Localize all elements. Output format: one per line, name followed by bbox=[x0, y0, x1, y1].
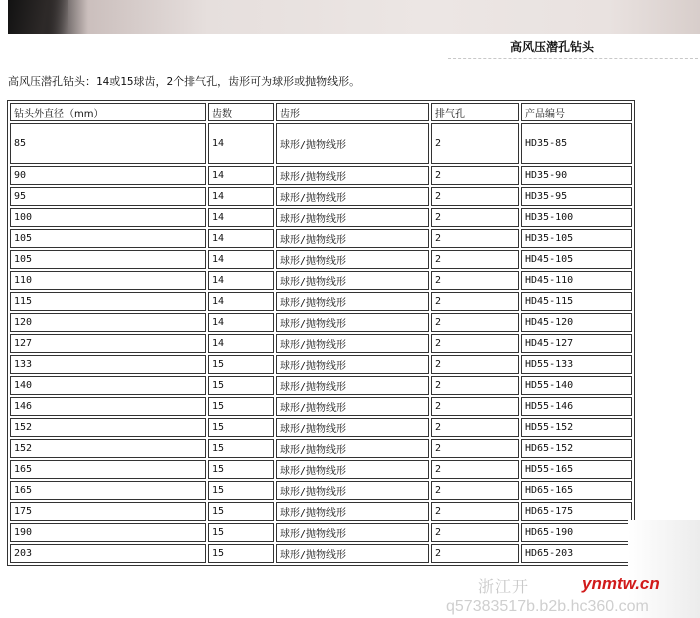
cell-diameter: 127 bbox=[10, 334, 206, 353]
cell-tooth-shape: 球形/抛物线形 bbox=[276, 229, 429, 248]
cell-exhaust-holes: 2 bbox=[431, 313, 519, 332]
cell-exhaust-holes: 2 bbox=[431, 418, 519, 437]
table-body bbox=[10, 123, 632, 563]
table-row bbox=[10, 481, 632, 500]
table-row bbox=[10, 397, 632, 416]
cell-diameter: 95 bbox=[10, 187, 206, 206]
cell-product-code: HD55-152 bbox=[521, 418, 632, 437]
cell-product-code: HD65-165 bbox=[521, 481, 632, 500]
cell-diameter: 140 bbox=[10, 376, 206, 395]
cell-diameter: 152 bbox=[10, 418, 206, 437]
cell-tooth-shape: 球形/抛物线形 bbox=[276, 544, 429, 563]
cell-diameter: 190 bbox=[10, 523, 206, 542]
cell-diameter: 105 bbox=[10, 229, 206, 248]
cell-teeth: 15 bbox=[208, 397, 274, 416]
cell-diameter: 105 bbox=[10, 250, 206, 269]
section-title: 高风压潜孔钻头 bbox=[510, 40, 595, 54]
cell-teeth: 14 bbox=[208, 313, 274, 332]
cell-teeth: 14 bbox=[208, 229, 274, 248]
cell-product-code: HD55-165 bbox=[521, 460, 632, 479]
cell-product-code: HD45-127 bbox=[521, 334, 632, 353]
cell-teeth: 14 bbox=[208, 271, 274, 290]
table-row bbox=[10, 376, 632, 395]
cell-teeth: 15 bbox=[208, 523, 274, 542]
title-divider bbox=[448, 58, 698, 59]
cell-tooth-shape: 球形/抛物线形 bbox=[276, 460, 429, 479]
cell-teeth: 15 bbox=[208, 355, 274, 374]
cell-product-code: HD35-95 bbox=[521, 187, 632, 206]
cell-tooth-shape: 球形/抛物线形 bbox=[276, 187, 429, 206]
cell-diameter: 120 bbox=[10, 313, 206, 332]
cell-tooth-shape: 球形/抛物线形 bbox=[276, 313, 429, 332]
header-exhaust-holes: 排气孔 bbox=[431, 103, 519, 121]
cell-teeth: 15 bbox=[208, 376, 274, 395]
cell-product-code: HD55-140 bbox=[521, 376, 632, 395]
cell-exhaust-holes: 2 bbox=[431, 460, 519, 479]
cell-diameter: 85 bbox=[10, 123, 206, 164]
table-row bbox=[10, 313, 632, 332]
table-row bbox=[10, 355, 632, 374]
cell-exhaust-holes: 2 bbox=[431, 439, 519, 458]
cell-diameter: 115 bbox=[10, 292, 206, 311]
table-row bbox=[10, 502, 632, 521]
cell-diameter: 203 bbox=[10, 544, 206, 563]
table-row bbox=[10, 544, 632, 563]
cell-teeth: 15 bbox=[208, 502, 274, 521]
cell-exhaust-holes: 2 bbox=[431, 544, 519, 563]
cell-exhaust-holes: 2 bbox=[431, 355, 519, 374]
cell-teeth: 14 bbox=[208, 187, 274, 206]
cell-diameter: 146 bbox=[10, 397, 206, 416]
cell-teeth: 15 bbox=[208, 481, 274, 500]
cell-teeth: 14 bbox=[208, 334, 274, 353]
cell-teeth: 14 bbox=[208, 292, 274, 311]
cell-tooth-shape: 球形/抛物线形 bbox=[276, 481, 429, 500]
cell-exhaust-holes: 2 bbox=[431, 166, 519, 185]
cell-diameter: 100 bbox=[10, 208, 206, 227]
cell-teeth: 14 bbox=[208, 166, 274, 185]
cell-exhaust-holes: 2 bbox=[431, 292, 519, 311]
cell-diameter: 152 bbox=[10, 439, 206, 458]
cell-exhaust-holes: 2 bbox=[431, 481, 519, 500]
cell-exhaust-holes: 2 bbox=[431, 502, 519, 521]
watermark-company: 浙江开 bbox=[478, 579, 530, 596]
table-row bbox=[10, 208, 632, 227]
cell-tooth-shape: 球形/抛物线形 bbox=[276, 418, 429, 437]
table-row bbox=[10, 187, 632, 206]
cell-exhaust-holes: 2 bbox=[431, 250, 519, 269]
cell-diameter: 90 bbox=[10, 166, 206, 185]
cell-diameter: 110 bbox=[10, 271, 206, 290]
intro-text: 高风压潜孔钻头：14或15球齿，2个排气孔，齿形可为球形或抛物线形。 bbox=[8, 75, 361, 88]
table-row bbox=[10, 250, 632, 269]
cell-product-code: HD65-190 bbox=[521, 523, 632, 542]
cell-product-code: HD55-146 bbox=[521, 397, 632, 416]
table-row bbox=[10, 271, 632, 290]
cell-teeth: 15 bbox=[208, 544, 274, 563]
cell-exhaust-holes: 2 bbox=[431, 523, 519, 542]
cell-product-code: HD65-203 bbox=[521, 544, 632, 563]
header-teeth: 齿数 bbox=[208, 103, 274, 121]
cell-exhaust-holes: 2 bbox=[431, 271, 519, 290]
cell-diameter: 175 bbox=[10, 502, 206, 521]
cell-tooth-shape: 球形/抛物线形 bbox=[276, 208, 429, 227]
cell-teeth: 14 bbox=[208, 208, 274, 227]
header-product-code: 产品编号 bbox=[521, 103, 632, 121]
cell-tooth-shape: 球形/抛物线形 bbox=[276, 166, 429, 185]
cell-tooth-shape: 球形/抛物线形 bbox=[276, 271, 429, 290]
table-row bbox=[10, 460, 632, 479]
banner-photo bbox=[8, 0, 700, 34]
cell-exhaust-holes: 2 bbox=[431, 229, 519, 248]
cell-product-code: HD35-90 bbox=[521, 166, 632, 185]
header-diameter: 钻头外直径（mm） bbox=[10, 103, 206, 121]
cell-tooth-shape: 球形/抛物线形 bbox=[276, 502, 429, 521]
cell-exhaust-holes: 2 bbox=[431, 123, 519, 164]
cell-teeth: 15 bbox=[208, 439, 274, 458]
cell-tooth-shape: 球形/抛物线形 bbox=[276, 334, 429, 353]
cell-exhaust-holes: 2 bbox=[431, 187, 519, 206]
cell-product-code: HD45-115 bbox=[521, 292, 632, 311]
cell-exhaust-holes: 2 bbox=[431, 376, 519, 395]
table-row bbox=[10, 334, 632, 353]
table-row bbox=[10, 523, 632, 542]
table-row bbox=[10, 418, 632, 437]
watermark-site: ynmtw.cn bbox=[582, 574, 660, 593]
cell-tooth-shape: 球形/抛物线形 bbox=[276, 250, 429, 269]
cell-diameter: 165 bbox=[10, 481, 206, 500]
cell-tooth-shape: 球形/抛物线形 bbox=[276, 123, 429, 164]
watermark-id: q57383517b.b2b.hc360.com bbox=[446, 598, 649, 615]
header-tooth-shape: 齿形 bbox=[276, 103, 429, 121]
cell-teeth: 14 bbox=[208, 123, 274, 164]
cell-tooth-shape: 球形/抛物线形 bbox=[276, 523, 429, 542]
cell-product-code: HD65-152 bbox=[521, 439, 632, 458]
cell-tooth-shape: 球形/抛物线形 bbox=[276, 376, 429, 395]
spec-table bbox=[7, 100, 635, 566]
cell-tooth-shape: 球形/抛物线形 bbox=[276, 292, 429, 311]
cell-teeth: 14 bbox=[208, 250, 274, 269]
cell-product-code: HD65-175 bbox=[521, 502, 632, 521]
cell-product-code: HD35-100 bbox=[521, 208, 632, 227]
cell-exhaust-holes: 2 bbox=[431, 208, 519, 227]
table-row bbox=[10, 229, 632, 248]
cell-teeth: 15 bbox=[208, 460, 274, 479]
table-row bbox=[10, 123, 632, 164]
table-header-row bbox=[10, 103, 632, 121]
cell-tooth-shape: 球形/抛物线形 bbox=[276, 355, 429, 374]
table-row bbox=[10, 292, 632, 311]
cell-product-code: HD35-105 bbox=[521, 229, 632, 248]
cell-product-code: HD35-85 bbox=[521, 123, 632, 164]
cell-product-code: HD45-110 bbox=[521, 271, 632, 290]
table-row bbox=[10, 166, 632, 185]
cell-diameter: 133 bbox=[10, 355, 206, 374]
table-row bbox=[10, 439, 632, 458]
cell-tooth-shape: 球形/抛物线形 bbox=[276, 439, 429, 458]
cell-product-code: HD45-105 bbox=[521, 250, 632, 269]
cell-product-code: HD55-133 bbox=[521, 355, 632, 374]
cell-exhaust-holes: 2 bbox=[431, 334, 519, 353]
cell-tooth-shape: 球形/抛物线形 bbox=[276, 397, 429, 416]
banner-photo-shadow bbox=[8, 0, 68, 34]
cell-teeth: 15 bbox=[208, 418, 274, 437]
cell-exhaust-holes: 2 bbox=[431, 397, 519, 416]
cell-product-code: HD45-120 bbox=[521, 313, 632, 332]
cell-diameter: 165 bbox=[10, 460, 206, 479]
